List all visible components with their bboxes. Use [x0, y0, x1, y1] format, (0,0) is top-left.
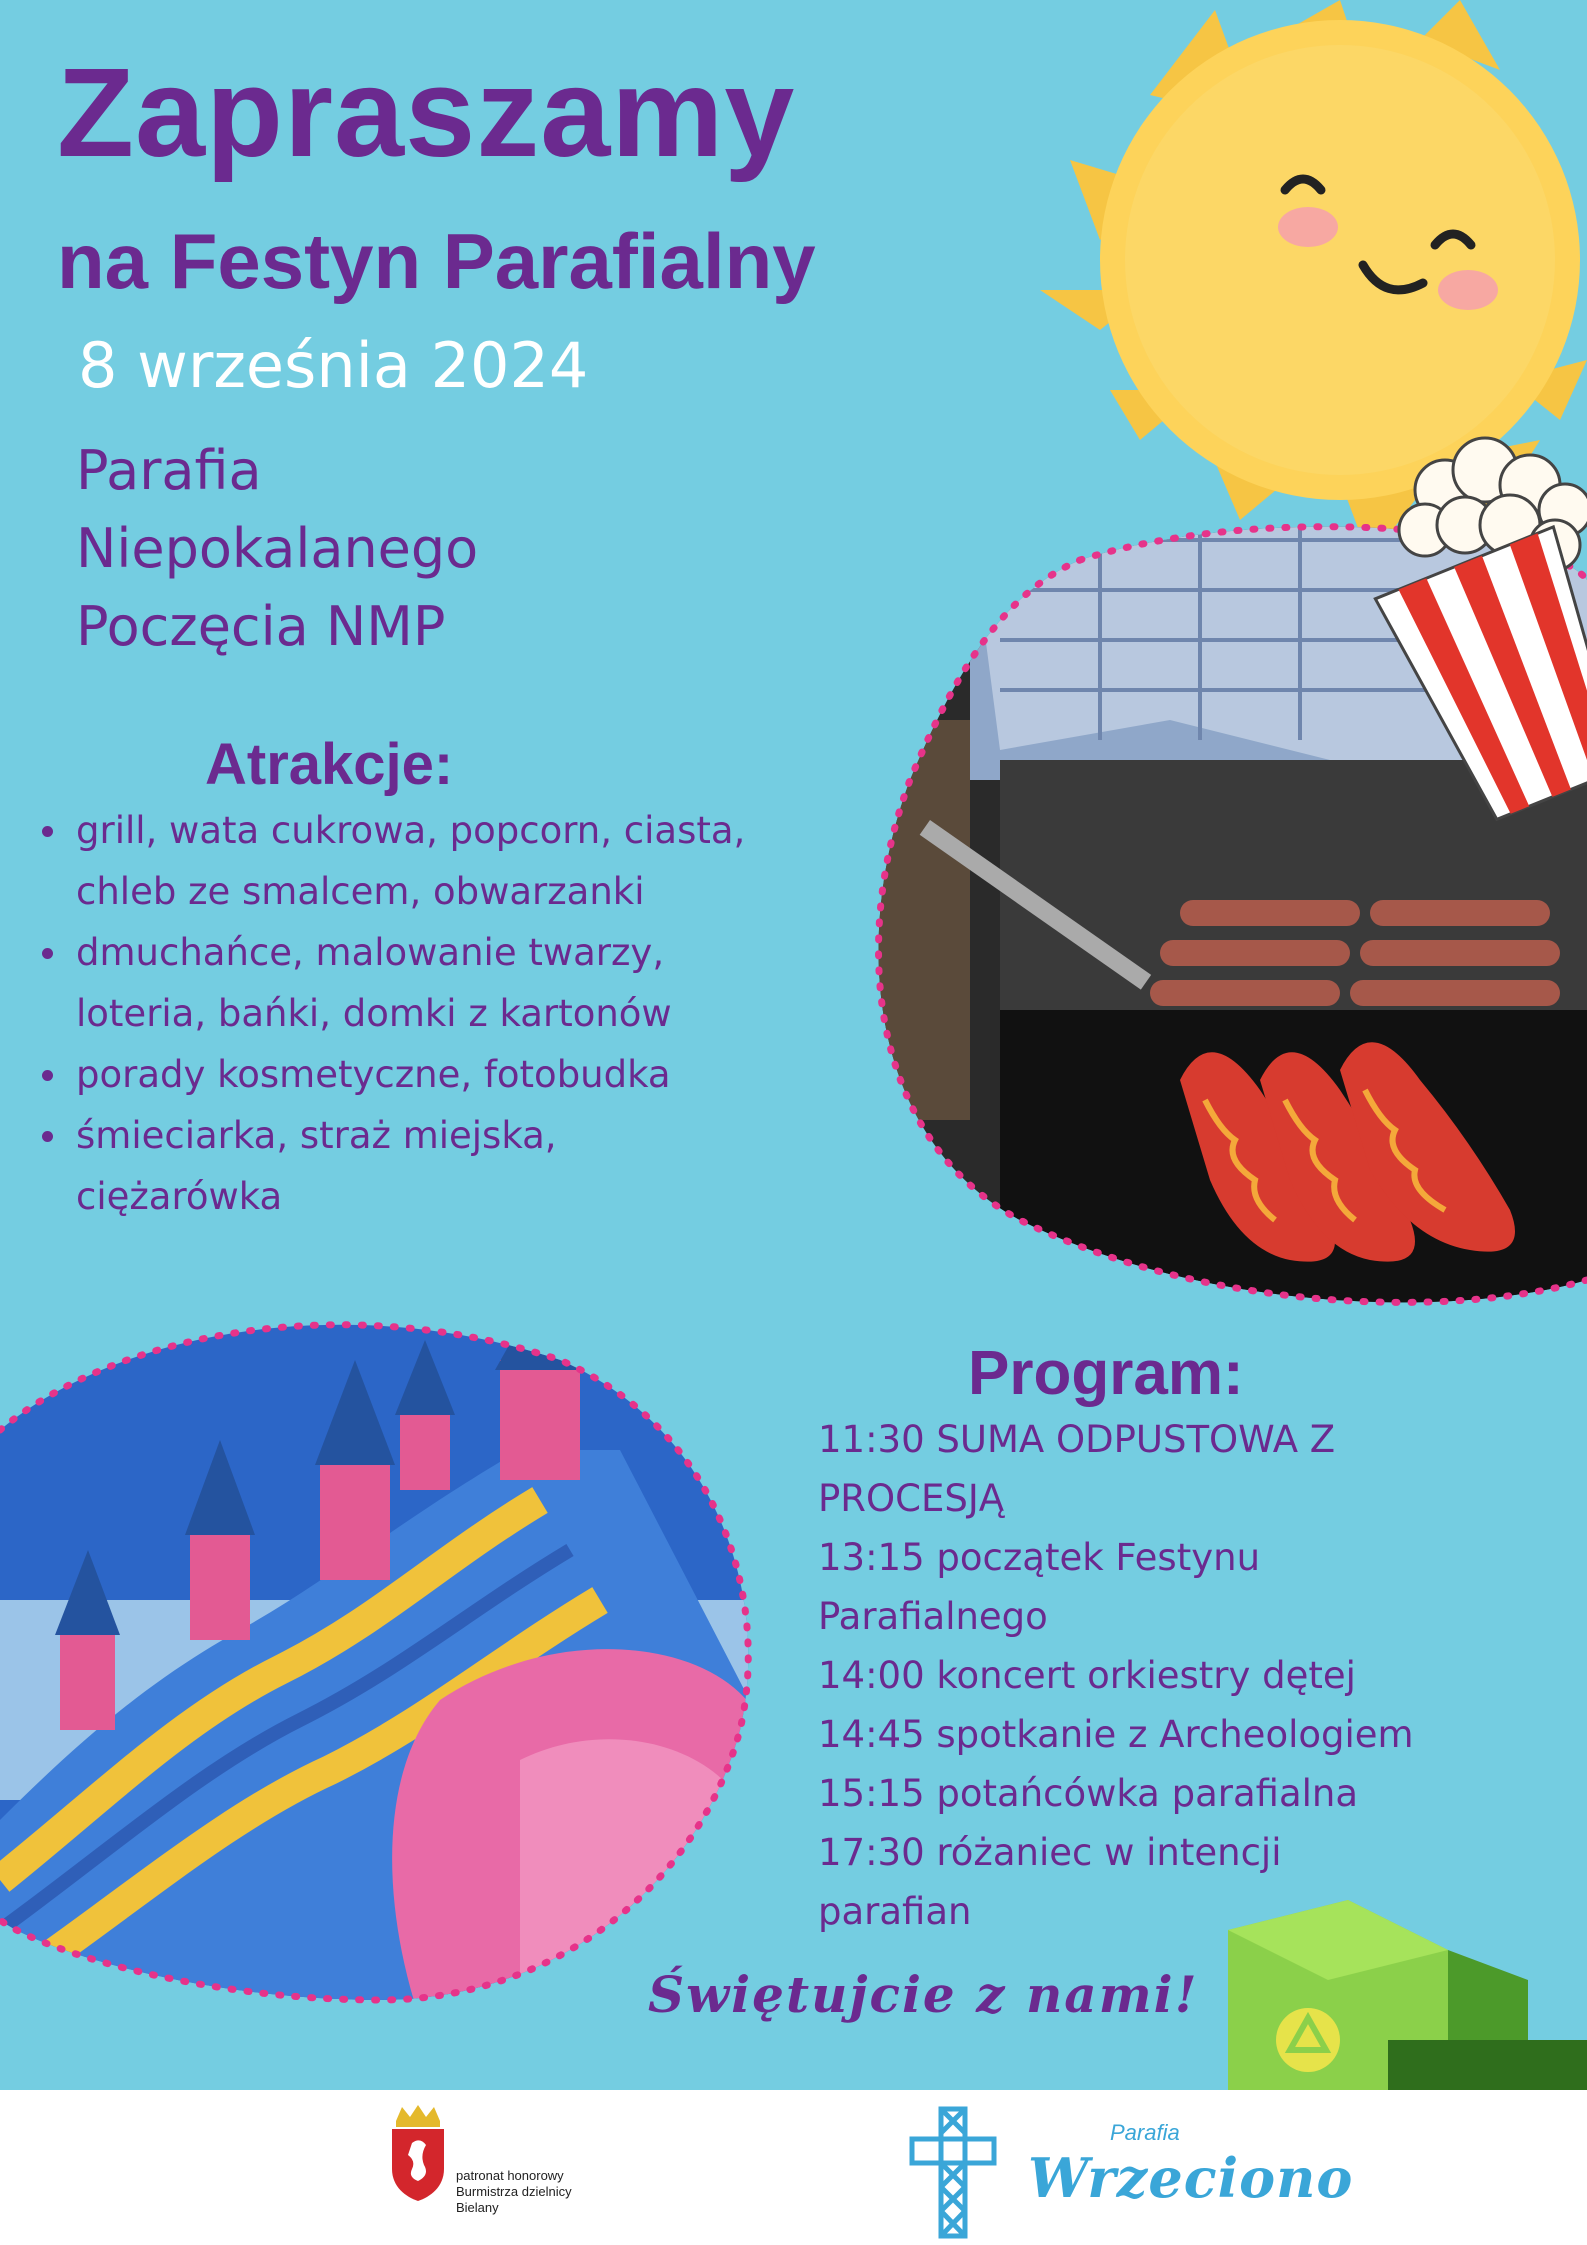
- program-line: 14:45 spotkanie z Archeologiem: [818, 1713, 1414, 1756]
- event-date: 8 września 2024: [78, 329, 589, 402]
- list-item: porady kosmetyczne, fotobudka: [38, 1044, 816, 1105]
- parish-line: Parafia: [76, 439, 262, 502]
- program-line: 11:30 SUMA ODPUSTOWA Z: [818, 1418, 1336, 1461]
- parish-logo-name: Wrzeciono: [1028, 2146, 1354, 2210]
- program-line: Parafialnego: [818, 1595, 1048, 1638]
- attractions-list: [38, 800, 798, 1227]
- program-line: 17:30 różaniec w intencji: [818, 1831, 1282, 1874]
- program-line: parafian: [818, 1890, 972, 1933]
- parish-logo-label: Parafia: [1110, 2120, 1180, 2145]
- list-item: grill, wata cukrowa, popcorn, ciasta, chleb ze smalcem, obwarzanki: [38, 800, 746, 922]
- list-item: dmuchańce, malowanie twarzy, loteria, bańki, domki z kartonów: [38, 922, 776, 1044]
- cross-icon: [908, 2105, 998, 2240]
- patronat-text: patronat honorowy Burmistrza dzielnicy Bielany: [456, 2168, 572, 2215]
- program-list: [818, 1410, 1538, 1941]
- parish-name: [76, 432, 478, 666]
- warsaw-coat-of-arms-icon: [388, 2103, 448, 2203]
- program-line: 15:15 potańcówka parafialna: [818, 1772, 1359, 1815]
- program-line: 14:00 koncert orkiestry dętej: [818, 1654, 1356, 1697]
- list-item: śmieciarka, straż miejska, ciężarówka: [38, 1105, 676, 1227]
- program-line: 13:15 początek Festynu: [818, 1536, 1261, 1579]
- subtitle: na Festyn Parafialny: [57, 217, 816, 305]
- main-title: Zapraszamy: [57, 42, 796, 183]
- attractions-heading: Atrakcje:: [205, 732, 454, 797]
- parish-line: Poczęcia NMP: [76, 595, 446, 658]
- closing-slogan: Świętujcie z nami!: [648, 1965, 1199, 2024]
- bouncy-castle-photo: [0, 1300, 760, 2020]
- program-heading: Program:: [968, 1339, 1244, 1408]
- parish-line: Niepokalanego: [76, 517, 479, 580]
- popcorn-illustration: [1385, 430, 1587, 810]
- program-line: PROCESJĄ: [818, 1477, 1005, 1520]
